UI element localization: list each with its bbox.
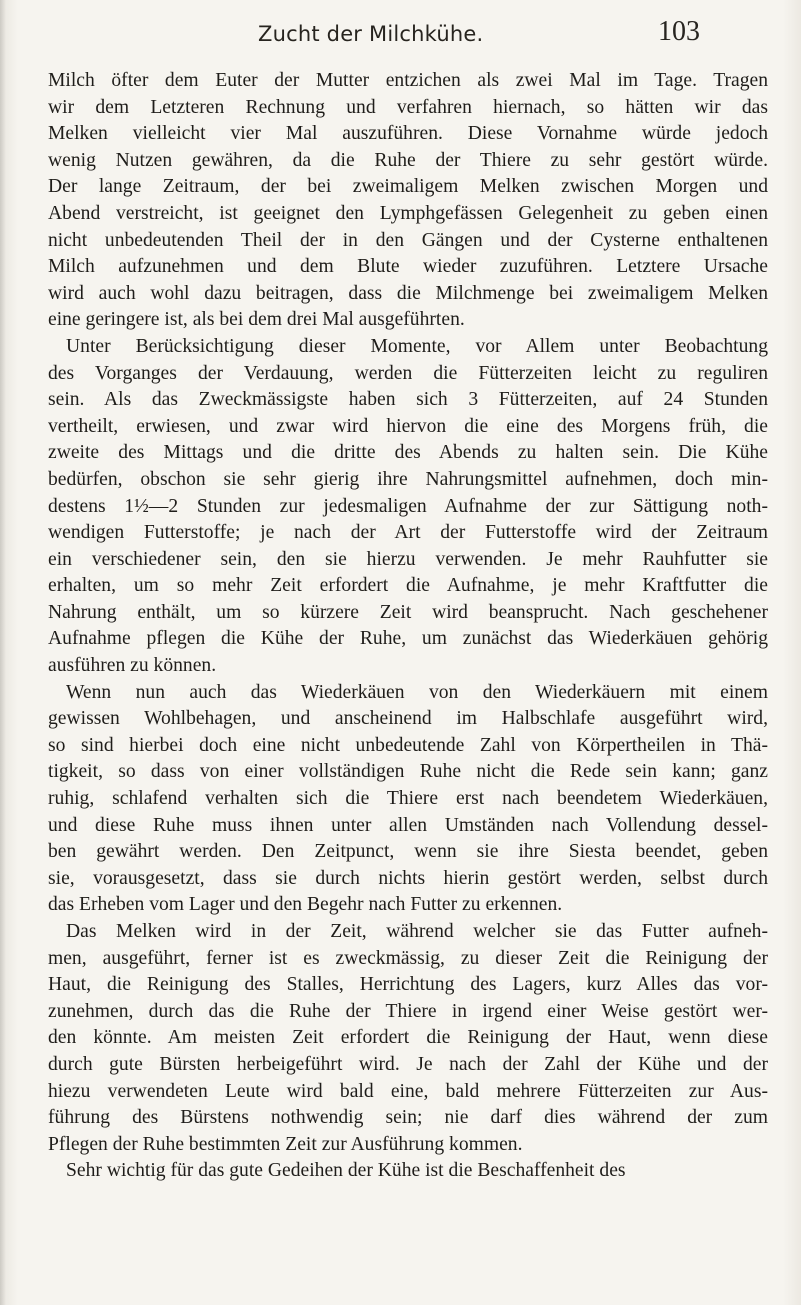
text-line: hiezu verwendeten Leute wird bald eine, bald mehrere Fütterzeiten zur Aus- (48, 1080, 768, 1102)
text-line: Abend verstreicht, ist geeignet den Lymphgefässen Gelegenheit zu geben einen (48, 202, 768, 224)
text-line: zweite des Mittags und die dritte des Abends zu halten sein. Die Kühe (48, 442, 768, 464)
text-line: wendigen Futterstoffe; je nach der Art der Futterstoffe wird der Zeitraum (48, 522, 768, 544)
text-line: sein. Als das Zweckmässigste haben sich 3 Fütterzeiten, auf 24 Stunden (48, 389, 768, 411)
page-number: 103 (658, 16, 700, 47)
running-head: Zucht der Milchkühe. (258, 22, 484, 46)
text-line: Nahrung enthält, um so kürzere Zeit wird beansprucht. Nach geschehener (48, 601, 768, 623)
text-line: tigkeit, so dass von einer vollständigen Ruhe nicht die Rede sein kann; ganz (48, 761, 768, 783)
text-line: Sehr wichtig für das gute Gedeihen der Kühe ist die Beschaffenheit des (66, 1160, 626, 1182)
text-line: destens 1½—2 Stunden zur jedesmaligen Aufnahme der zur Sättigung noth- (48, 495, 768, 517)
text-line: so sind hierbei doch eine nicht unbedeutende Zahl von Körpertheilen in Thä- (48, 734, 768, 756)
text-line: Milch öfter dem Euter der Mutter entzichen als zwei Mal im Tage. Tragen (48, 70, 768, 91)
text-line: bedürfen, obschon sie sehr gierig ihre Nahrungsmittel aufnehmen, doch min- (48, 468, 768, 490)
text-line: wird auch wohl dazu beitragen, dass die Milchmenge bei zweimaligem Melken (48, 282, 768, 304)
text-line: Milch aufzunehmen und dem Blute wieder zuzuführen. Letztere Ursache (48, 256, 768, 278)
text-line: vertheilt, erwiesen, und zwar wird hiervon die eine des Morgens früh, die (48, 415, 768, 437)
text-line: Haut, die Reinigung des Stalles, Herrichtung des Lagers, kurz Alles das vor- (48, 974, 768, 996)
text-line: zunehmen, durch das die Ruhe der Thiere in irgend einer Weise gestört wer- (48, 1000, 768, 1022)
text-line: Aufnahme pflegen die Kühe der Ruhe, um zunächst das Wiederkäuen gehörig (48, 628, 768, 650)
body-text (48, 68, 768, 1185)
text-line: ruhig, schlafend verhalten sich die Thiere erst nach beendetem Wiederkäuen, (48, 788, 768, 810)
text-line: eine geringere ist, als bei dem drei Mal ausgeführten. (48, 309, 465, 331)
text-line: den könnte. Am meisten Zeit erfordert die Reinigung der Haut, wenn diese (48, 1027, 768, 1049)
text-line: ben gewährt werden. Den Zeitpunct, wenn sie ihre Siesta beendet, geben (48, 841, 768, 863)
text-line: Das Melken wird in der Zeit, während welcher sie das Futter aufneh- (66, 921, 768, 942)
text-line: sie, vorausgesetzt, dass sie durch nichts hierin gestört werden, selbst durch (48, 867, 768, 889)
text-line: das Erheben vom Lager und den Begehr nach Futter zu erkennen. (48, 894, 563, 916)
text-line: des Vorganges der Verdauung, werden die Fütterzeiten leicht zu reguliren (48, 362, 768, 384)
text-line: Unter Berücksichtigung dieser Momente, vor Allem unter Beobachtung (66, 335, 768, 357)
text-line: und diese Ruhe muss ihnen unter allen Umständen nach Vollendung dessel- (48, 814, 768, 836)
text-line: Melken vielleicht vier Mal auszuführen. Diese Vornahme würde jedoch (48, 123, 768, 145)
text-line: nicht unbedeutenden Theil der in den Gängen und der Cysterne enthaltenen (48, 229, 768, 251)
text-line: men, ausgeführt, ferner ist es zweckmässig, zu dieser Zeit die Reinigung der (48, 947, 768, 969)
text-line: erhalten, um so mehr Zeit erfordert die Aufnahme, je mehr Kraftfutter die (48, 575, 768, 597)
text-line: ein verschiedener sein, den sie hierzu verwenden. Je mehr Rauhfutter sie (48, 548, 768, 570)
text-line: wenig Nutzen gewähren, da die Ruhe der Thiere zu sehr gestört würde. (48, 149, 768, 171)
text-line: ausführen zu können. (48, 655, 217, 677)
text-line: Pflegen der Ruhe bestimmten Zeit zur Ausführung kommen. (48, 1133, 523, 1155)
text-line: durch gute Bürsten herbeigeführt wird. Je nach der Zahl der Kühe und der (48, 1053, 768, 1075)
text-line: Der lange Zeitraum, der bei zweimaligem Melken zwischen Morgen und (48, 176, 768, 198)
text-line: wir dem Letzteren Rechnung und verfahren hiernach, so hätten wir das (48, 96, 768, 118)
text-line: gewissen Wohlbehagen, und anscheinend im Halbschlafe ausgeführt wird, (48, 708, 768, 730)
page-header (0, 16, 801, 56)
text-line: Wenn nun auch das Wiederkäuen von den Wiederkäuern mit einem (66, 681, 768, 703)
page-edge-shadow (0, 0, 6, 1305)
text-line: führung des Bürstens nothwendig sein; nie darf dies während der zum (48, 1107, 768, 1129)
